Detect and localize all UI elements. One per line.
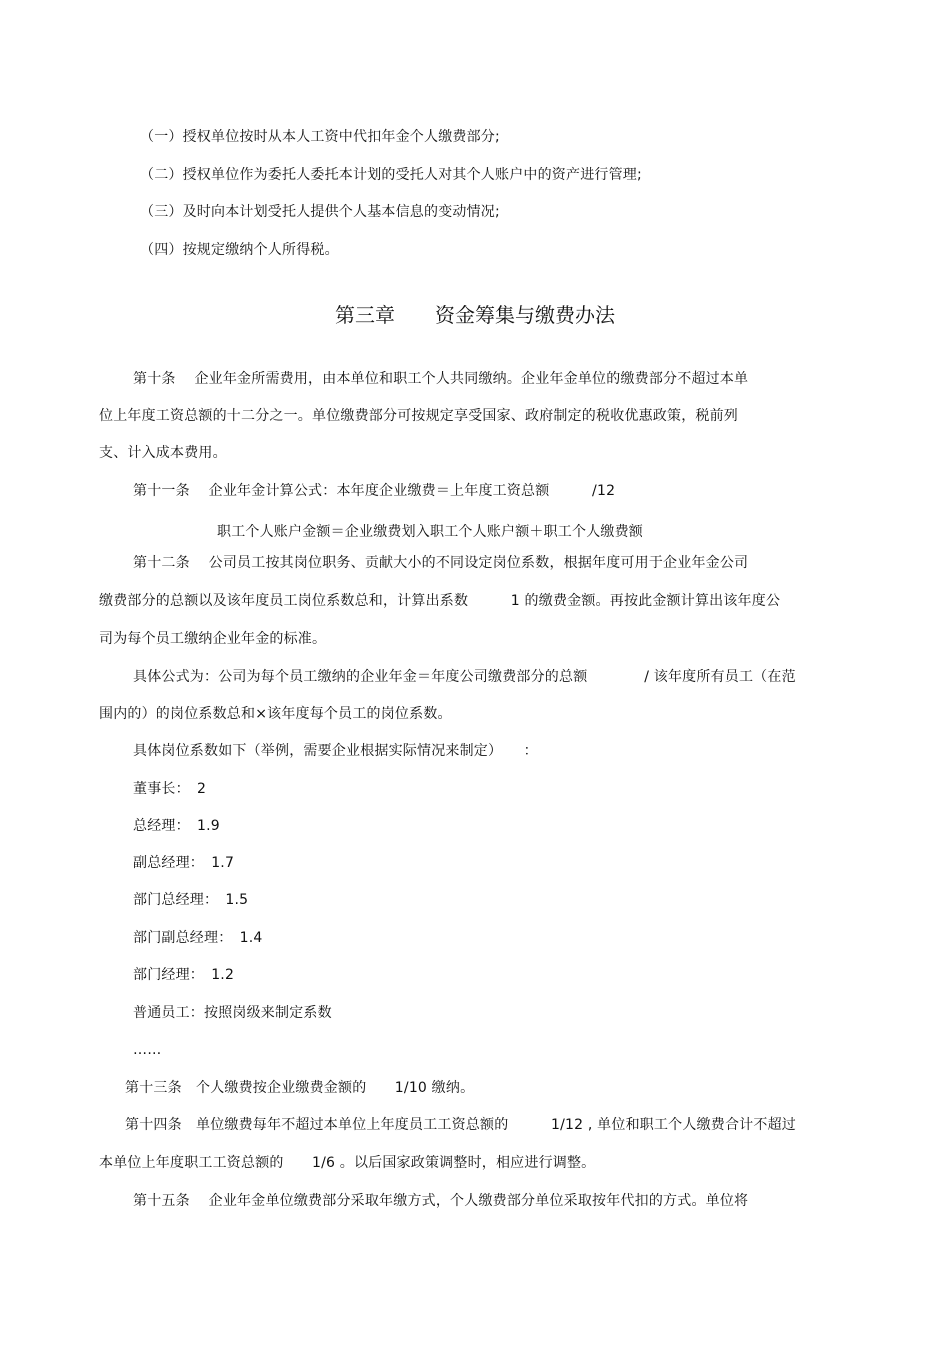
list-item-1: （一）授权单位按时从本人工资中代扣年金个人缴费部分; bbox=[140, 129, 500, 145]
list-item-2: （二）授权单位作为委托人委托本计划的受托人对其个人账户中的资产进行管理; bbox=[140, 167, 642, 183]
article-10-line-3: 支、计入成本费用。 bbox=[99, 445, 227, 461]
article-14-line-1: 第十四条 单位缴费每年不超过本单位上年度员工工资总额的 1/12 , 单位和职工个人缴费合计不超过 bbox=[125, 1117, 796, 1133]
coefficients-intro: 具体岗位系数如下（举例，需要企业根据实际情况来制定） ： bbox=[133, 743, 538, 759]
list-item-4: （四）按规定缴纳个人所得税。 bbox=[140, 242, 339, 258]
article-10-line-1: 第十条 企业年金所需费用，由本单位和职工个人共同缴纳。企业年金单位的缴费部分不超过本单 bbox=[133, 371, 749, 387]
article-12-line-1: 第十二条 公司员工按其岗位职务、贡献大小的不同设定岗位系数，根据年度可用于企业年金公司 bbox=[133, 555, 749, 571]
article-15-line-1: 第十五条 企业年金单位缴费部分采取年缴方式，个人缴费部分单位采取按年代扣的方式。单位将 bbox=[133, 1193, 749, 1209]
list-item-3: （三）及时向本计划受托人提供个人基本信息的变动情况; bbox=[140, 204, 500, 220]
coefficient-dept-manager: 部门经理： 1.2 bbox=[133, 967, 235, 983]
coefficient-dept-gm: 部门总经理： 1.5 bbox=[133, 892, 249, 908]
article-14-line-2: 本单位上年度职工工资总额的 1/6 。以后国家政策调整时，相应进行调整。 bbox=[99, 1155, 596, 1171]
coefficient-staff: 普通员工：按照岗级来制定系数 bbox=[133, 1005, 332, 1021]
article-11-line-2: 职工个人账户金额＝企业缴费划入职工个人账户额＋职工个人缴费额 bbox=[217, 524, 643, 540]
article-13: 第十三条 个人缴费按企业缴费金额的 1/10 缴纳。 bbox=[125, 1080, 475, 1096]
article-11-line-1: 第十一条 企业年金计算公式：本年度企业缴费＝上年度工资总额 /12 bbox=[133, 483, 616, 499]
formula-line-1: 具体公式为：公司为每个员工缴纳的企业年金＝年度公司缴费部分的总额 / 该年度所有员工（在范 bbox=[133, 669, 796, 685]
article-12-line-2: 缴费部分的总额以及该年度员工岗位系数总和，计算出系数 1 的缴费金额。再按此金额计算出该年度公 bbox=[99, 593, 781, 609]
ellipsis: …… bbox=[133, 1042, 162, 1058]
coefficient-gm: 总经理： 1.9 bbox=[133, 818, 220, 834]
article-10-line-2: 位上年度工资总额的十二分之一。单位缴费部分可按规定享受国家、政府制定的税收优惠政策，税前列 bbox=[99, 408, 738, 424]
coefficient-dept-deputy-gm: 部门副总经理： 1.4 bbox=[133, 930, 263, 946]
chapter-title: 第三章 资金筹集与缴费办法 bbox=[335, 303, 615, 327]
coefficient-deputy-gm: 副总经理： 1.7 bbox=[133, 855, 235, 871]
formula-line-2: 围内的）的岗位系数总和×该年度每个员工的岗位系数。 bbox=[99, 706, 452, 722]
article-12-line-3: 司为每个员工缴纳企业年金的标准。 bbox=[99, 631, 327, 647]
coefficient-chairman: 董事长： 2 bbox=[133, 781, 207, 797]
